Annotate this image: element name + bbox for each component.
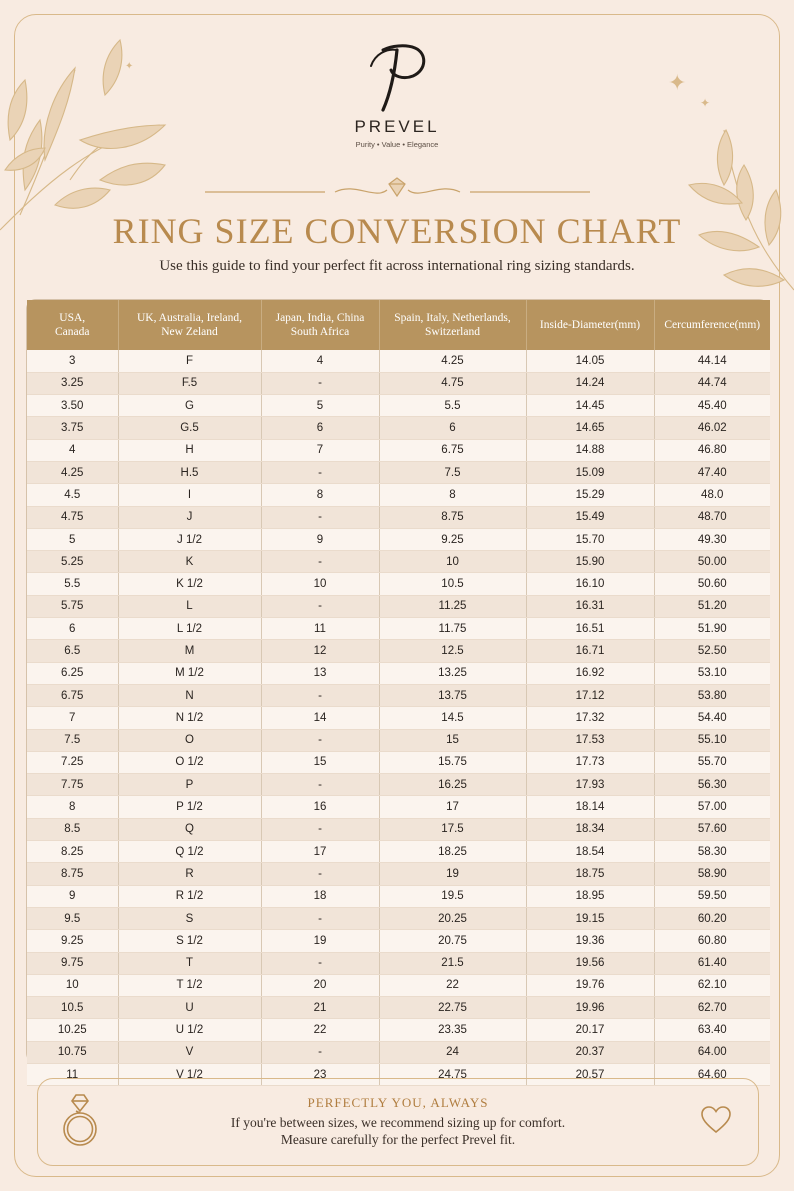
table-body xyxy=(27,350,770,1086)
table-cell: 22 xyxy=(379,974,526,996)
table-cell: U xyxy=(118,997,261,1019)
table-cell: 16.51 xyxy=(526,618,654,640)
table-cell: - xyxy=(261,818,379,840)
table-cell: 50.00 xyxy=(654,551,770,573)
table-cell: G.5 xyxy=(118,417,261,439)
table-cell: 10.5 xyxy=(379,573,526,595)
table-cell: - xyxy=(261,551,379,573)
table-cell: 9 xyxy=(261,528,379,550)
table-cell: O 1/2 xyxy=(118,751,261,773)
table-cell: 49.30 xyxy=(654,528,770,550)
table-cell: 18.25 xyxy=(379,841,526,863)
table-cell: 16.31 xyxy=(526,595,654,617)
table-cell: 15.29 xyxy=(526,484,654,506)
table-cell: J 1/2 xyxy=(118,528,261,550)
table-cell: 13.25 xyxy=(379,662,526,684)
table-cell: - xyxy=(261,729,379,751)
table-row xyxy=(27,1041,770,1063)
table-cell: 10 xyxy=(261,573,379,595)
table-cell: 15 xyxy=(261,751,379,773)
table-cell: 20.57 xyxy=(526,1064,654,1086)
table-cell: 44.14 xyxy=(654,350,770,372)
table-cell: 8 xyxy=(379,484,526,506)
table-cell: 19 xyxy=(261,930,379,952)
table-cell: 7 xyxy=(27,707,118,729)
table-cell: H.5 xyxy=(118,461,261,483)
table-cell: 6.75 xyxy=(27,684,118,706)
table-cell: 19.96 xyxy=(526,997,654,1019)
table-cell: 12.5 xyxy=(379,640,526,662)
table-cell: 10.5 xyxy=(27,997,118,1019)
table-row xyxy=(27,618,770,640)
table-cell: R 1/2 xyxy=(118,885,261,907)
table-cell: Q xyxy=(118,818,261,840)
table-cell: 18.14 xyxy=(526,796,654,818)
table-cell: K 1/2 xyxy=(118,573,261,595)
table-cell: 23.35 xyxy=(379,1019,526,1041)
table-cell: 15.49 xyxy=(526,506,654,528)
table-cell: 10 xyxy=(379,551,526,573)
column-header: UK, Australia, Ireland, New Zeland xyxy=(118,300,261,350)
table-row xyxy=(27,461,770,483)
table-cell: S 1/2 xyxy=(118,930,261,952)
table-row xyxy=(27,774,770,796)
table-row xyxy=(27,350,770,372)
table-cell: O xyxy=(118,729,261,751)
table-cell: 3 xyxy=(27,350,118,372)
table-cell: 7 xyxy=(261,439,379,461)
table-row xyxy=(27,662,770,684)
table-cell: 6.25 xyxy=(27,662,118,684)
table-cell: 15.75 xyxy=(379,751,526,773)
brand-block xyxy=(0,40,794,149)
table-cell: 48.70 xyxy=(654,506,770,528)
table-cell: 57.00 xyxy=(654,796,770,818)
table-cell: 22 xyxy=(261,1019,379,1041)
table-cell: 64.00 xyxy=(654,1041,770,1063)
table-cell: 14.88 xyxy=(526,439,654,461)
table-cell: 17 xyxy=(379,796,526,818)
table-cell: 7.25 xyxy=(27,751,118,773)
fit-tip-box xyxy=(37,1078,759,1166)
table-cell: 17 xyxy=(261,841,379,863)
table-cell: - xyxy=(261,952,379,974)
table-cell: 19.36 xyxy=(526,930,654,952)
table-cell: 53.80 xyxy=(654,684,770,706)
table-cell: 3.75 xyxy=(27,417,118,439)
table-cell: 6.5 xyxy=(27,640,118,662)
table-cell: 59.50 xyxy=(654,885,770,907)
column-header: Spain, Italy, Netherlands, Switzerland xyxy=(379,300,526,350)
table-cell: 9.5 xyxy=(27,907,118,929)
table-cell: 13 xyxy=(261,662,379,684)
table-cell: 10.75 xyxy=(27,1041,118,1063)
table-cell: 8.25 xyxy=(27,841,118,863)
table-row xyxy=(27,551,770,573)
table-row xyxy=(27,907,770,929)
table-row xyxy=(27,885,770,907)
table-cell: 58.90 xyxy=(654,863,770,885)
table-cell: 54.40 xyxy=(654,707,770,729)
table-row xyxy=(27,729,770,751)
table-cell: - xyxy=(261,1041,379,1063)
table-cell: S xyxy=(118,907,261,929)
table-cell: V 1/2 xyxy=(118,1064,261,1086)
table-cell: 19.5 xyxy=(379,885,526,907)
table-cell: 9 xyxy=(27,885,118,907)
table-cell: 48.0 xyxy=(654,484,770,506)
table-cell: P xyxy=(118,774,261,796)
prevel-p-monogram-icon xyxy=(357,40,437,116)
table-cell: 17.73 xyxy=(526,751,654,773)
table-cell: 19 xyxy=(379,863,526,885)
table-cell: 58.30 xyxy=(654,841,770,863)
table-cell: 16.71 xyxy=(526,640,654,662)
table-cell: R xyxy=(118,863,261,885)
table-cell: T 1/2 xyxy=(118,974,261,996)
table-cell: 14.45 xyxy=(526,395,654,417)
table-cell: 15 xyxy=(379,729,526,751)
footer-line-1: If you're between sizes, we recommend sizing up for comfort. xyxy=(230,1115,566,1130)
table-cell: 16.92 xyxy=(526,662,654,684)
table-cell: 8 xyxy=(27,796,118,818)
table-cell: 4.25 xyxy=(27,461,118,483)
table-cell: 14.65 xyxy=(526,417,654,439)
table-cell: 8 xyxy=(261,484,379,506)
table-row xyxy=(27,417,770,439)
table-cell: 20.37 xyxy=(526,1041,654,1063)
table-cell: 5 xyxy=(27,528,118,550)
table-cell: 11 xyxy=(27,1064,118,1086)
table-cell: 45.40 xyxy=(654,395,770,417)
table-cell: 11 xyxy=(261,618,379,640)
table-cell: 5.5 xyxy=(27,573,118,595)
footer-line-2: Measure carefully for the perfect Prevel fit. xyxy=(280,1132,516,1147)
ring-size-table xyxy=(26,299,769,1081)
table-cell: 21.5 xyxy=(379,952,526,974)
table-cell: - xyxy=(261,907,379,929)
table-row xyxy=(27,1019,770,1041)
table-cell: 20.17 xyxy=(526,1019,654,1041)
table-cell: 6.75 xyxy=(379,439,526,461)
column-header: Cercumference(mm) xyxy=(654,300,770,350)
table-cell: - xyxy=(261,461,379,483)
table-cell: 17.5 xyxy=(379,818,526,840)
table-cell: 15.09 xyxy=(526,461,654,483)
table-cell: 5.5 xyxy=(379,395,526,417)
table-cell: K xyxy=(118,551,261,573)
table-row xyxy=(27,930,770,952)
table-cell: 11.75 xyxy=(379,618,526,640)
table-cell: - xyxy=(261,372,379,394)
table-row xyxy=(27,528,770,550)
table-cell: 4.5 xyxy=(27,484,118,506)
table-cell: 7.75 xyxy=(27,774,118,796)
page-subtitle: Use this guide to find your perfect fit across international ring sizing standards. xyxy=(159,258,635,274)
table-cell: 16.10 xyxy=(526,573,654,595)
table-cell: J xyxy=(118,506,261,528)
table-cell: - xyxy=(261,863,379,885)
brand-name: PREVEL xyxy=(354,117,440,136)
table-cell: 50.60 xyxy=(654,573,770,595)
table-cell: I xyxy=(118,484,261,506)
table-cell: 13.75 xyxy=(379,684,526,706)
table-cell: 4.75 xyxy=(379,372,526,394)
table-cell: 18 xyxy=(261,885,379,907)
table-row xyxy=(27,707,770,729)
table-cell: T xyxy=(118,952,261,974)
table-cell: 20 xyxy=(261,974,379,996)
table-cell: 46.02 xyxy=(654,417,770,439)
table-cell: 61.40 xyxy=(654,952,770,974)
table-cell: 14 xyxy=(261,707,379,729)
table-row xyxy=(27,796,770,818)
table-cell: 17.93 xyxy=(526,774,654,796)
table-cell: 5.25 xyxy=(27,551,118,573)
table-row xyxy=(27,640,770,662)
table-cell: V xyxy=(118,1041,261,1063)
table-cell: 55.70 xyxy=(654,751,770,773)
table-cell: 55.10 xyxy=(654,729,770,751)
table-cell: 17.53 xyxy=(526,729,654,751)
table-cell: 15.90 xyxy=(526,551,654,573)
column-header: USA, Canada xyxy=(27,300,118,350)
table-cell: 20.75 xyxy=(379,930,526,952)
table-cell: 63.40 xyxy=(654,1019,770,1041)
table-cell: H xyxy=(118,439,261,461)
table-cell: G xyxy=(118,395,261,417)
table-cell: 3.50 xyxy=(27,395,118,417)
table-cell: 19.15 xyxy=(526,907,654,929)
table-cell: 19.76 xyxy=(526,974,654,996)
table-cell: 5.75 xyxy=(27,595,118,617)
table-row xyxy=(27,506,770,528)
table-cell: 24.75 xyxy=(379,1064,526,1086)
table-cell: 18.34 xyxy=(526,818,654,840)
table-cell: 7.5 xyxy=(379,461,526,483)
table-cell: 4 xyxy=(27,439,118,461)
table-cell: M 1/2 xyxy=(118,662,261,684)
table-row xyxy=(27,751,770,773)
table-cell: 3.25 xyxy=(27,372,118,394)
column-header: Inside-Diameter(mm) xyxy=(526,300,654,350)
table-header-row xyxy=(27,300,770,350)
table-cell: 9.25 xyxy=(379,528,526,550)
table-cell: 14.24 xyxy=(526,372,654,394)
table-row xyxy=(27,595,770,617)
brand-tagline: Purity • Value • Elegance xyxy=(355,140,439,149)
table-row xyxy=(27,439,770,461)
table-cell: 8.75 xyxy=(379,506,526,528)
table-cell: Q 1/2 xyxy=(118,841,261,863)
table-cell: 21 xyxy=(261,997,379,1019)
table-cell: 7.5 xyxy=(27,729,118,751)
table-cell: 47.40 xyxy=(654,461,770,483)
table-cell: 6 xyxy=(379,417,526,439)
table-cell: 6 xyxy=(27,618,118,640)
table-cell: 46.80 xyxy=(654,439,770,461)
table-cell: 9.25 xyxy=(27,930,118,952)
sparkle-icon: ✦ xyxy=(700,96,711,110)
table-cell: 24 xyxy=(379,1041,526,1063)
column-header: Japan, India, China South Africa xyxy=(261,300,379,350)
table-row xyxy=(27,684,770,706)
table-cell: 22.75 xyxy=(379,997,526,1019)
table-cell: 18.75 xyxy=(526,863,654,885)
table-cell: 23 xyxy=(261,1064,379,1086)
table-cell: 44.74 xyxy=(654,372,770,394)
table-cell: 10.25 xyxy=(27,1019,118,1041)
heart-icon xyxy=(700,1105,732,1135)
table-cell: 51.90 xyxy=(654,618,770,640)
table-row xyxy=(27,841,770,863)
table-cell: F.5 xyxy=(118,372,261,394)
table-cell: 12 xyxy=(261,640,379,662)
table-cell: 6 xyxy=(261,417,379,439)
table-cell: 18.54 xyxy=(526,841,654,863)
table-cell: 4.75 xyxy=(27,506,118,528)
table-cell: 60.80 xyxy=(654,930,770,952)
table-cell: 5 xyxy=(261,395,379,417)
table-cell: 14.5 xyxy=(379,707,526,729)
table-cell: 52.50 xyxy=(654,640,770,662)
table-cell: 16 xyxy=(261,796,379,818)
table-cell: 14.05 xyxy=(526,350,654,372)
table-cell: 4.25 xyxy=(379,350,526,372)
table-cell: 4 xyxy=(261,350,379,372)
table-row xyxy=(27,818,770,840)
table-cell: 62.70 xyxy=(654,997,770,1019)
table-cell: - xyxy=(261,506,379,528)
ornament-divider-icon xyxy=(205,176,590,202)
sparkle-icon: ✦ xyxy=(668,70,687,95)
table-cell: - xyxy=(261,774,379,796)
sparkle-icon: ✦ xyxy=(125,61,134,72)
table-cell: 19.56 xyxy=(526,952,654,974)
table-cell: 57.60 xyxy=(654,818,770,840)
table-cell: 17.32 xyxy=(526,707,654,729)
table-cell: - xyxy=(261,684,379,706)
table-cell: 64.60 xyxy=(654,1064,770,1086)
table-cell: 20.25 xyxy=(379,907,526,929)
table-row xyxy=(27,952,770,974)
table-cell: 15.70 xyxy=(526,528,654,550)
table-cell: 16.25 xyxy=(379,774,526,796)
page-title: RING SIZE CONVERSION CHART xyxy=(112,211,682,251)
table-cell: 51.20 xyxy=(654,595,770,617)
footer-title: PERFECTLY YOU, ALWAYS xyxy=(307,1095,489,1110)
table-row xyxy=(27,484,770,506)
table-cell: P 1/2 xyxy=(118,796,261,818)
table-cell: - xyxy=(261,595,379,617)
table-cell: 8.5 xyxy=(27,818,118,840)
table-cell: N xyxy=(118,684,261,706)
table-cell: N 1/2 xyxy=(118,707,261,729)
table-cell: 60.20 xyxy=(654,907,770,929)
table-row xyxy=(27,997,770,1019)
table-cell: 9.75 xyxy=(27,952,118,974)
table-cell: 18.95 xyxy=(526,885,654,907)
table-cell: 17.12 xyxy=(526,684,654,706)
table-row xyxy=(27,573,770,595)
table-cell: 11.25 xyxy=(379,595,526,617)
table-cell: 10 xyxy=(27,974,118,996)
table-cell: U 1/2 xyxy=(118,1019,261,1041)
table-cell: 62.10 xyxy=(654,974,770,996)
table-cell: L 1/2 xyxy=(118,618,261,640)
table-row xyxy=(27,395,770,417)
table-cell: 53.10 xyxy=(654,662,770,684)
table-row xyxy=(27,372,770,394)
table-cell: L xyxy=(118,595,261,617)
table-cell: 8.75 xyxy=(27,863,118,885)
table-cell: F xyxy=(118,350,261,372)
table-row xyxy=(27,974,770,996)
table-cell: 56.30 xyxy=(654,774,770,796)
table-row xyxy=(27,863,770,885)
table-cell: M xyxy=(118,640,261,662)
